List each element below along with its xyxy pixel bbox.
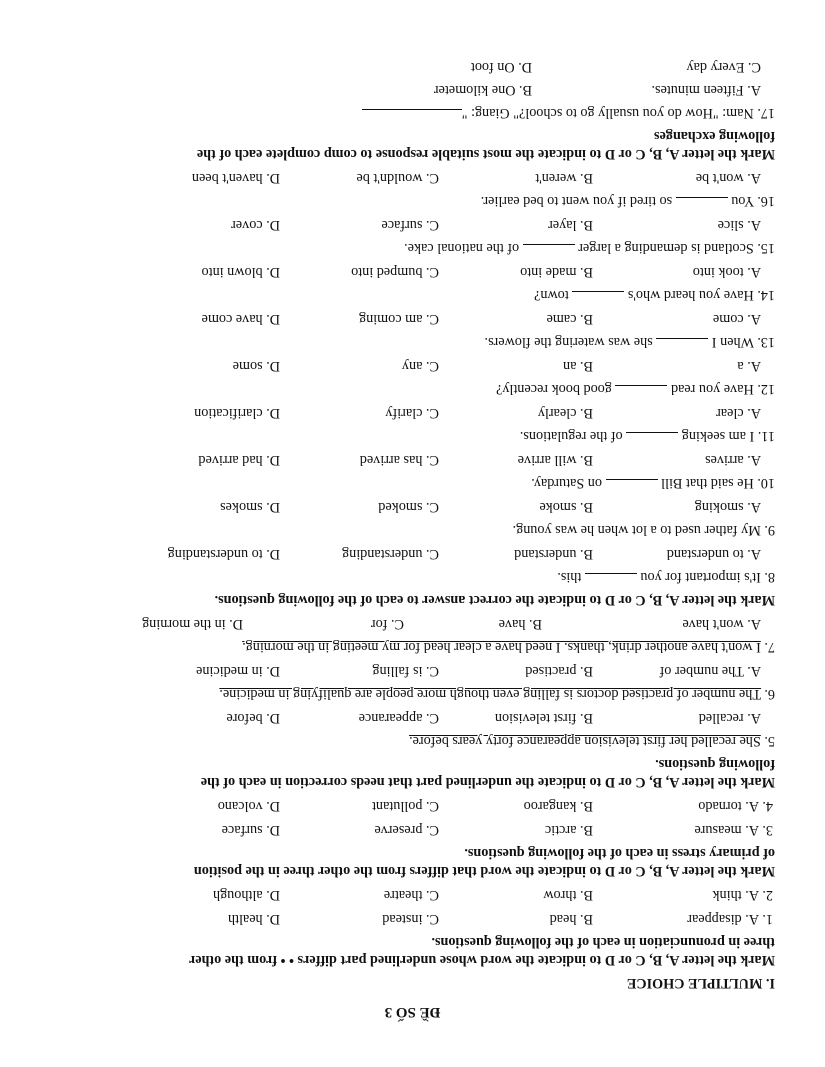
q6-option-d[interactable]: D. in medicine (196, 663, 280, 679)
q14-pre: 14. Have you heard who's (627, 287, 775, 303)
q15-option-a[interactable]: A. slice (717, 217, 761, 233)
q10-stem (531, 475, 775, 491)
q8-option-b[interactable]: B. understand (514, 546, 593, 562)
q14-stem (534, 287, 775, 303)
q12-stem (496, 381, 775, 397)
q11-option-d[interactable]: D. clarification (194, 405, 280, 421)
q1-number: 1. (762, 911, 773, 927)
q13-option-b[interactable]: B. came (546, 311, 593, 327)
q4-option-d[interactable]: D. volcano (217, 798, 280, 814)
q12-option-a[interactable]: A. a (737, 358, 761, 374)
q6-sentence: The number of practised doctors is falling even though more people are qualifying in medicine. (219, 686, 762, 702)
q11-blank[interactable] (626, 432, 678, 444)
q5-option-d[interactable]: D. before (226, 710, 280, 726)
q5-option-c[interactable]: C. appearance (358, 710, 439, 726)
question-4 (0, 798, 825, 814)
q6-number: 6. (761, 686, 775, 702)
q2-option-c[interactable]: C. theatre (383, 887, 439, 903)
q14-blank[interactable] (572, 291, 624, 303)
q3-option-b[interactable]: B. arctic (544, 822, 593, 838)
q11-option-b[interactable]: B. clearly (537, 405, 593, 421)
q12-option-b[interactable]: B. an (563, 358, 593, 374)
question-16-options (0, 170, 825, 186)
q13-blank[interactable] (656, 338, 708, 350)
instruction-g5-line2: following exchanges (654, 128, 775, 144)
q11-option-a[interactable]: A. clear (716, 405, 761, 421)
q3-option-d[interactable]: D. surface (221, 822, 280, 838)
instruction-g5-line1: Mark the letter A, B, C or D to indicate the most suitable response to comp complete each of the (196, 146, 775, 162)
q9-option-c[interactable]: C. smoked (378, 499, 439, 515)
q4-number: 4. (762, 798, 773, 814)
question-1 (0, 911, 825, 927)
q16-option-a[interactable]: A. won't be (695, 170, 761, 186)
q6-option-b[interactable]: B. practised (525, 663, 593, 679)
q9-option-a[interactable]: A. smoking (694, 499, 761, 515)
q10-post: on Saturday. (531, 475, 603, 491)
q12-pre: 12. Have you read (670, 381, 775, 397)
q15-option-b[interactable]: B. layer (548, 217, 593, 233)
q3-option-c[interactable]: C. preserve (374, 822, 439, 838)
q7-sentence: I won't have another drink, thanks. I need have a clear head for my meeting in the morning. (242, 639, 761, 655)
q17-option-d[interactable]: D. On foot (470, 59, 532, 75)
question-13-options (0, 311, 825, 327)
q16-option-c[interactable]: C. wouldn't be (356, 170, 439, 186)
q5-option-a[interactable]: A. recalled (698, 710, 761, 726)
q11-pre: 11. I am seeking (681, 428, 775, 444)
q11-option-c[interactable]: C. clarify (385, 405, 439, 421)
q9-stem: 9. My father used to a lot when he was young. (512, 522, 775, 538)
q7-option-b[interactable]: B. have (498, 616, 542, 632)
q3-number: 3. (762, 822, 773, 838)
question-8-options (0, 546, 825, 562)
q7-option-d[interactable]: D. in the morning (142, 616, 243, 632)
q13-option-c[interactable]: C. am coming (359, 311, 439, 327)
q10-option-a[interactable]: A. arrives (705, 452, 761, 468)
q17-option-c[interactable]: C. Every day (686, 59, 761, 75)
q15-pre: 15. Scotland is demanding a larger (578, 240, 775, 256)
q12-option-c[interactable]: C. any (401, 358, 439, 374)
q17-option-a[interactable]: A. Fifteen minutes. (651, 82, 761, 98)
q13-pre: 13. When I (711, 334, 775, 350)
q8-blank[interactable] (585, 573, 637, 585)
question-17-options-row1 (0, 82, 825, 98)
q5-option-b[interactable]: B. first television (494, 710, 593, 726)
q14-post: town? (534, 287, 569, 303)
q9-option-b[interactable]: B. smoke (539, 499, 593, 515)
q15-option-c[interactable]: C. surface (381, 217, 439, 233)
q13-option-a[interactable]: A. come (712, 311, 761, 327)
q15-post: of the national cake. (404, 240, 520, 256)
q14-option-c[interactable]: C. bumped into (351, 264, 439, 280)
instruction-g1-line2: three in pronunciation in each of the following questions. (431, 934, 775, 950)
q10-option-c[interactable]: C. has arrived (359, 452, 439, 468)
q4-option-b[interactable]: B. kangaroo (523, 798, 593, 814)
q15-blank[interactable] (523, 244, 575, 256)
q7-stem (242, 639, 775, 655)
q11-post: of the regulations. (519, 428, 623, 444)
question-3 (0, 822, 825, 838)
q6-option-c[interactable]: C. is falling (372, 663, 439, 679)
q4-option-c[interactable]: C. pollutant (372, 798, 439, 814)
q8-option-d[interactable]: D. to understanding (167, 546, 280, 562)
instruction-g1-line1: Mark the letter A, B, C or D to indicate the word whose underlined part differs • • from the other (188, 952, 775, 968)
q6-option-a[interactable]: A. The number of (659, 663, 761, 679)
q17-stem (362, 105, 775, 121)
question-15-options (0, 217, 825, 233)
question-9-options (0, 499, 825, 515)
q8-option-c[interactable]: C. understanding (342, 546, 439, 562)
q1-option-d[interactable]: D. health (227, 911, 280, 927)
q16-option-b[interactable]: B. weren't (535, 170, 593, 186)
q12-option-d[interactable]: D. some (232, 358, 280, 374)
instruction-g3-line2: following questions. (655, 756, 775, 772)
q12-blank[interactable] (615, 385, 667, 397)
q13-post: she was watering the flowers. (484, 334, 653, 350)
instruction-g4: Mark the letter A, B, C or D to indicate the correct answer to each of the following questions. (214, 592, 775, 608)
q1-option-b[interactable]: B. head (549, 911, 593, 927)
question-6-options (0, 663, 825, 679)
q8-pre: 8. It's important for you (640, 569, 775, 585)
q17-option-b[interactable]: B. One kilometer (433, 82, 532, 98)
q11-stem (520, 428, 775, 444)
q1-option-a[interactable]: A. disappear (687, 911, 759, 927)
q16-option-d[interactable]: D. haven't been (191, 170, 280, 186)
q7-option-c[interactable]: C. for (370, 616, 404, 632)
q1-option-c[interactable]: C. instead (382, 911, 439, 927)
instruction-g2-line1: Mark the letter A, B, C or D to indicate the word that differs from the other three in the position (193, 863, 775, 879)
question-2 (0, 887, 825, 903)
q2-option-d[interactable]: D. although (213, 887, 280, 903)
q14-option-d[interactable]: D. blown into (201, 264, 280, 280)
q12-post: good book recently? (496, 381, 612, 397)
q9-option-d[interactable]: D. smokes (220, 499, 280, 515)
page-title: ĐỀ SỐ 3 (384, 1004, 441, 1020)
question-11-options (0, 405, 825, 421)
q16-blank[interactable] (676, 197, 728, 209)
q13-stem (485, 334, 776, 350)
q8-option-a[interactable]: A. to understand (666, 546, 761, 562)
q8-post: this. (557, 569, 582, 585)
q4-option-a[interactable]: A. tornado (698, 798, 759, 814)
q2-option-a[interactable]: A. think (712, 887, 759, 903)
q2-number: 2. (762, 887, 773, 903)
q17-pre: 17. Nam: "How do you usually go to school?" Giang: " (461, 105, 775, 121)
question-17-options-row2 (0, 59, 825, 75)
q7-number: 7. (760, 639, 775, 655)
q13-option-d[interactable]: D. have come (201, 311, 280, 327)
q2-option-b[interactable]: B. throw (543, 887, 593, 903)
question-12-options (0, 358, 825, 374)
q10-option-d[interactable]: D. had arrived (198, 452, 280, 468)
q6-stem (219, 686, 775, 702)
q15-stem (404, 240, 775, 256)
question-10-options (0, 452, 825, 468)
q16-stem (481, 193, 775, 209)
q5-number: 5. (760, 733, 775, 749)
q10-pre: 10. He said that Bill (661, 475, 775, 491)
q8-stem (557, 569, 775, 585)
q10-blank[interactable] (606, 479, 658, 491)
q10-option-b[interactable]: B. will arrive (517, 452, 593, 468)
question-14-options (0, 264, 825, 280)
q16-pre: 16. You (731, 193, 775, 209)
q17-blank[interactable] (362, 109, 462, 121)
instruction-g2-line2: of primary stress in each of the following questions. (464, 845, 775, 861)
question-7-options (0, 616, 825, 632)
section-heading: I. MULTIPLE CHOICE (626, 975, 775, 991)
question-5-options (0, 710, 825, 726)
q14-option-a[interactable]: A. took into (692, 264, 761, 280)
q16-post: so tired if you went to bed earlier. (480, 193, 673, 209)
q14-option-b[interactable]: B. made into (520, 264, 593, 280)
q5-sentence: She recalled her first television appearance forty years before. (409, 733, 761, 749)
instruction-g3-line1: Mark the letter A, B, C or D to indicate the underlined part that needs correction in each of the (200, 774, 775, 790)
q5-stem (409, 733, 775, 749)
q7-option-a[interactable]: A. won't have (682, 616, 761, 632)
q3-option-a[interactable]: A. measure (694, 822, 759, 838)
q15-option-d[interactable]: D. cover (231, 217, 280, 233)
